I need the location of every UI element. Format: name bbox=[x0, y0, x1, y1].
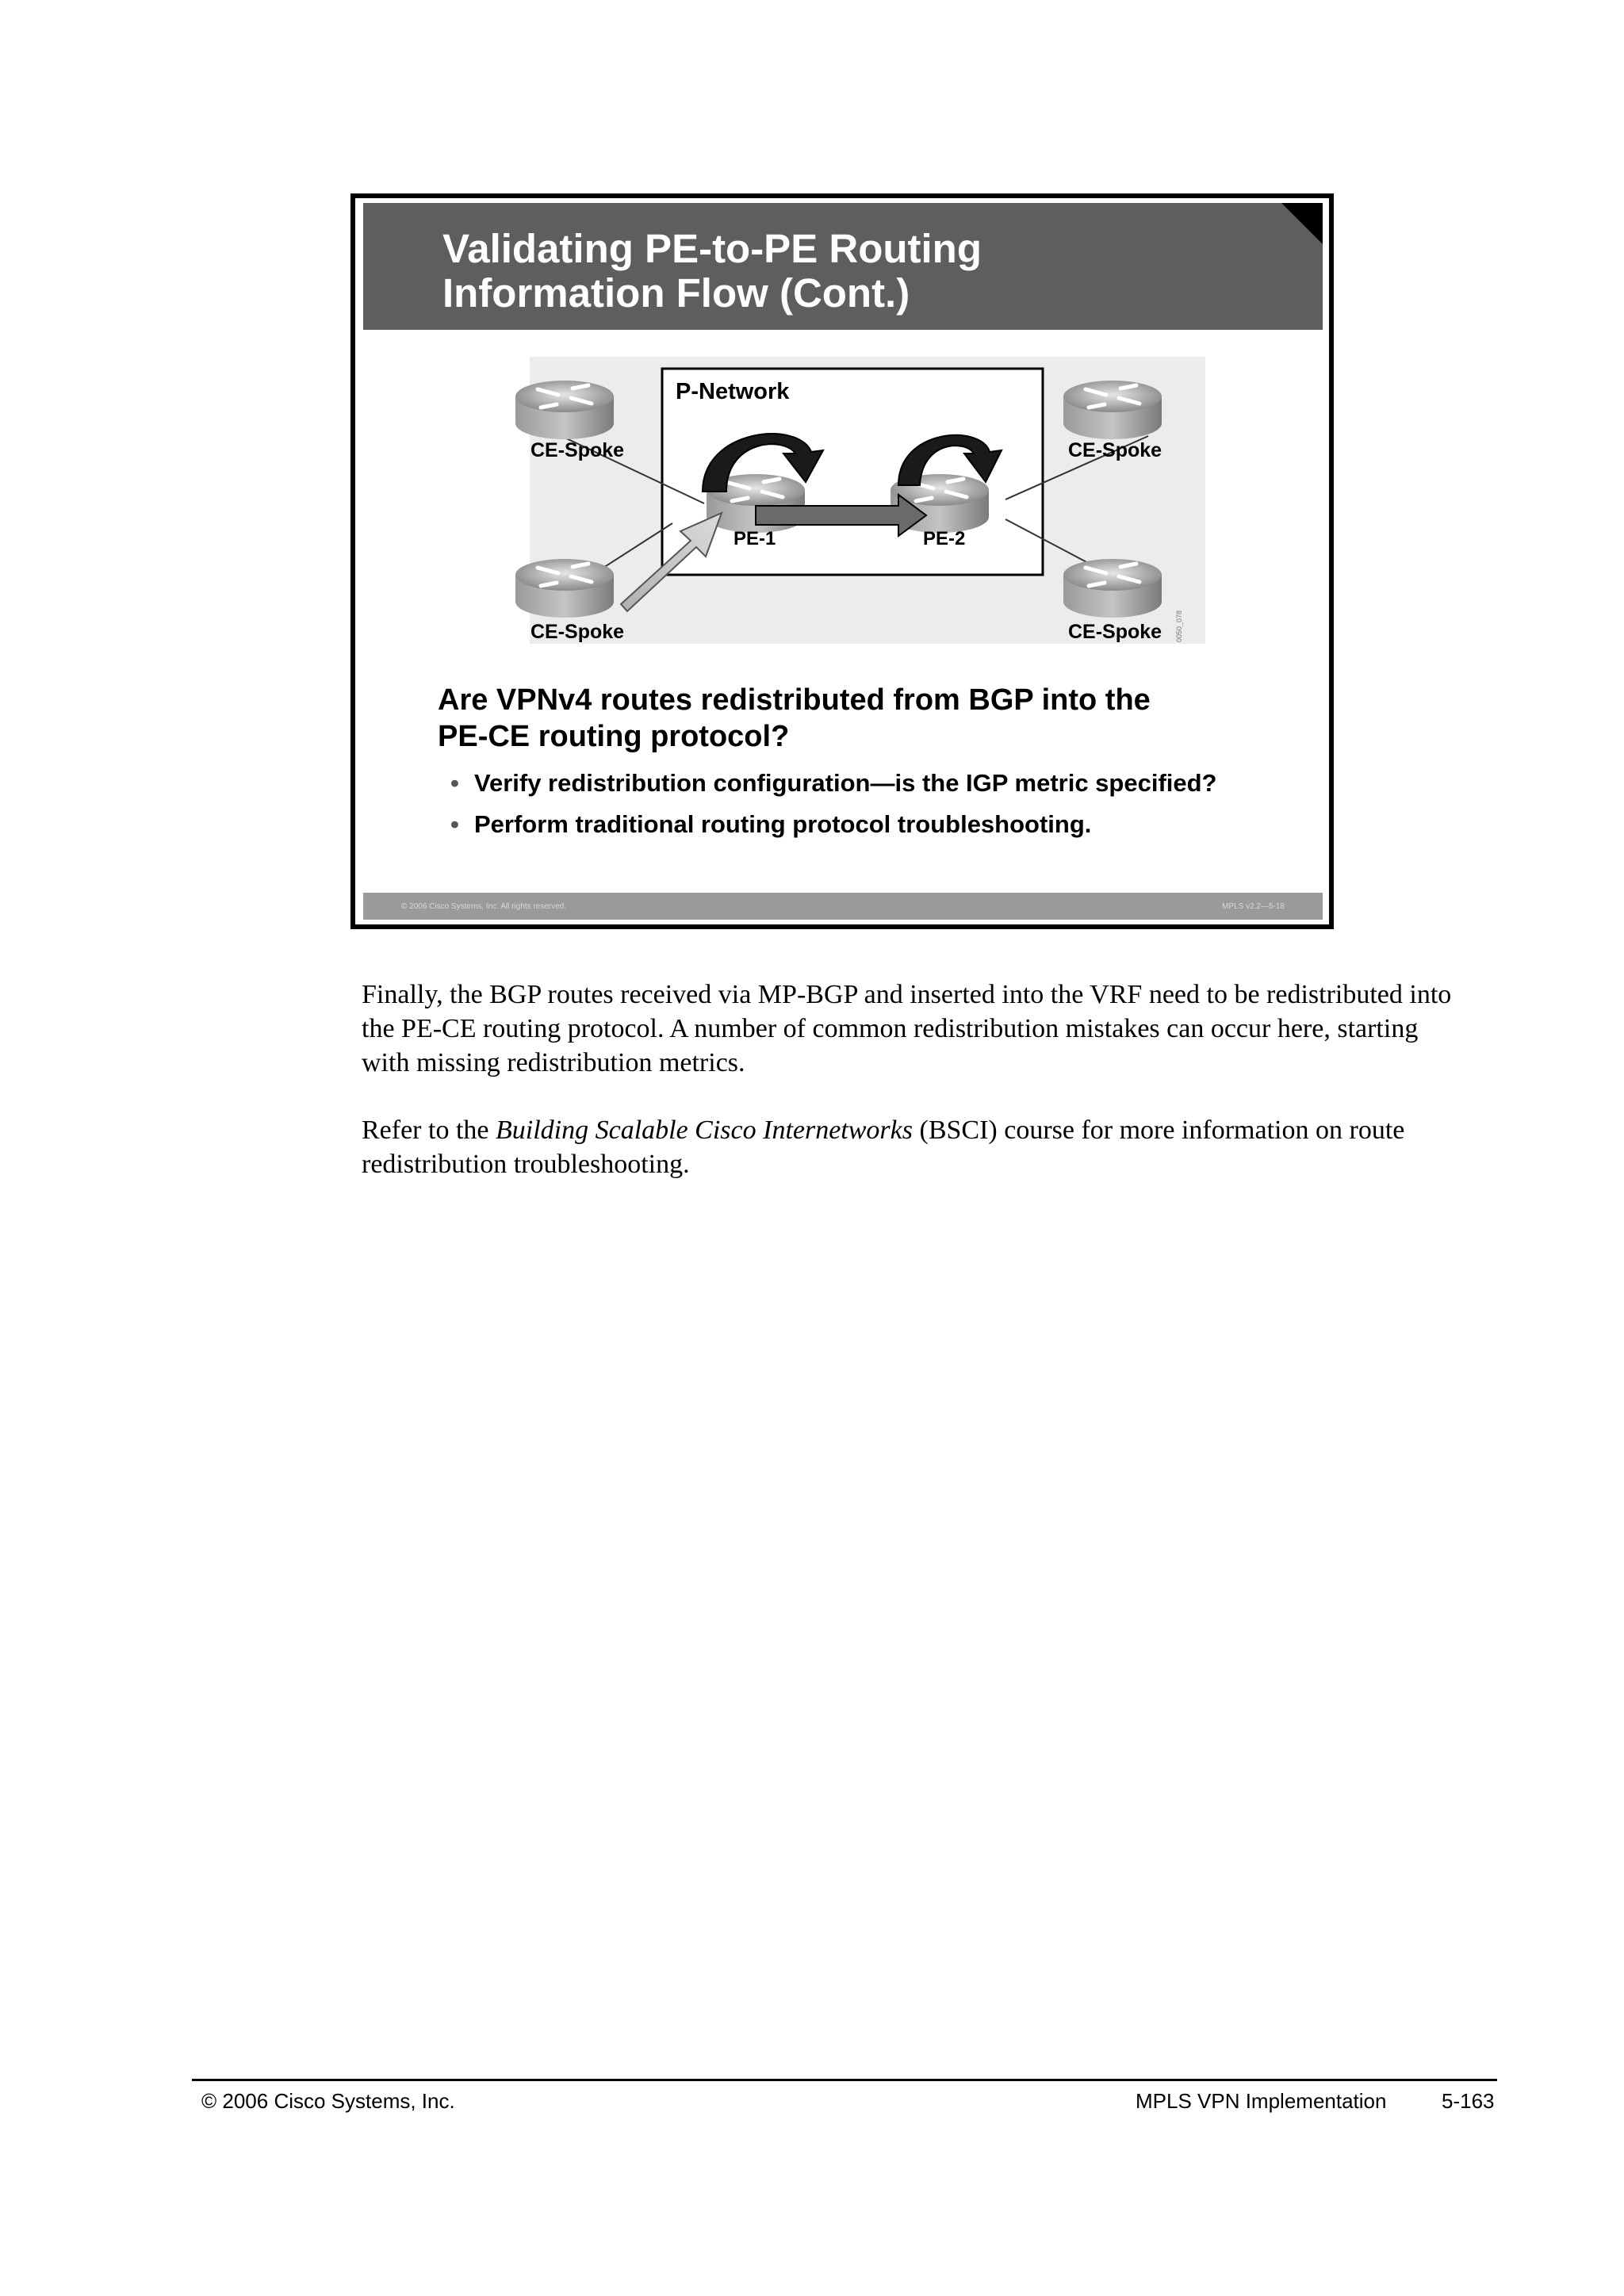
footer-course-title: MPLS VPN Implementation bbox=[1136, 2089, 1387, 2113]
slide-question bbox=[438, 682, 1270, 755]
body-paragraph-2 bbox=[362, 1113, 1472, 1181]
slide-bullet bbox=[450, 763, 1323, 804]
router-icon-ce-top-right bbox=[1063, 381, 1162, 439]
slide-question-line1: Are VPNv4 routes redistributed from BGP into the bbox=[438, 683, 1151, 717]
router-icon-ce-top-left bbox=[515, 381, 614, 439]
ce-spoke-bottom-left-label: CE-Spoke bbox=[530, 621, 625, 643]
router-icon-ce-bottom-right bbox=[1063, 559, 1162, 618]
p-network-label: P-Network bbox=[676, 379, 790, 404]
para2-text-after: (BSCI) course for more information on route redistribution troubleshooting. bbox=[362, 1115, 1405, 1179]
ce-spoke-top-right-label: CE-Spoke bbox=[1068, 439, 1162, 461]
footer-rule bbox=[192, 2079, 1497, 2081]
slide-title-line1: Validating PE-to-PE Routing bbox=[442, 226, 982, 271]
ce-spoke-bottom-right-label: CE-Spoke bbox=[1068, 621, 1162, 643]
slide-bullet bbox=[450, 804, 1323, 845]
slide-title-line2: Information Flow (Cont.) bbox=[442, 270, 910, 316]
ce-spoke-top-left-label: CE-Spoke bbox=[530, 439, 625, 461]
course-title-italic: Building Scalable Cisco Internetworks bbox=[496, 1115, 913, 1145]
pe2-label: PE-2 bbox=[923, 528, 966, 549]
slide-footer-course-id: MPLS v2.2—5-18 bbox=[1222, 902, 1285, 911]
slide-question-line2: PE-CE routing protocol? bbox=[438, 720, 790, 753]
slide-footer-copyright: © 2006 Cisco Systems, Inc. All rights reserved. bbox=[401, 902, 567, 911]
slide-bullet-text: Verify redistribution configuration—is the IGP metric specified? bbox=[474, 769, 1217, 797]
footer-copyright: © 2006 Cisco Systems, Inc. bbox=[201, 2089, 455, 2113]
pe1-label: PE-1 bbox=[733, 528, 776, 549]
footer-page-number: 5-163 bbox=[1442, 2089, 1495, 2113]
para2-text-before: Refer to the bbox=[362, 1115, 496, 1145]
slide-bullet-text: Perform traditional routing protocol troubleshooting. bbox=[474, 810, 1092, 838]
slide-frame bbox=[350, 193, 1334, 929]
bullet-dot-icon: • bbox=[450, 769, 459, 797]
bullet-dot-icon: • bbox=[450, 810, 459, 838]
router-icon-ce-bottom-left bbox=[515, 559, 614, 618]
body-paragraph-1: Finally, the BGP routes received via MP-BGP and inserted into the VRF need to be redistributed into the PE-CE routing protocol. A number of common redistribution mistakes can occur here, starting with missing redistribution metrics. bbox=[362, 980, 1452, 1077]
figure-id: 0050_078 bbox=[1175, 610, 1183, 642]
slide-bullet-list bbox=[450, 763, 1323, 845]
slide-footer bbox=[363, 893, 1323, 920]
